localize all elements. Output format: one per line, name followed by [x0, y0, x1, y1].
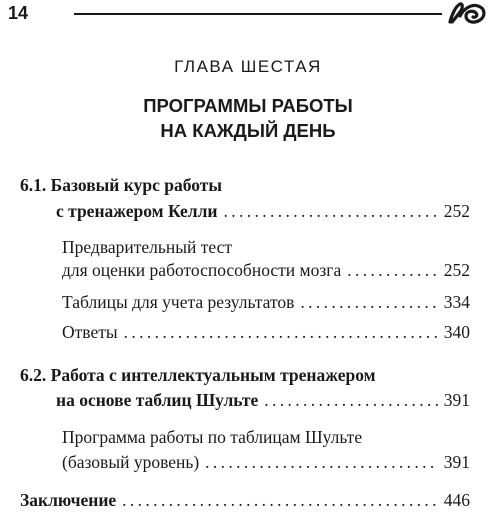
publisher-logo-icon [446, 0, 490, 26]
toc-leader-dots [264, 388, 438, 412]
toc-leader-dots [347, 258, 438, 282]
toc-leader-dots [300, 290, 437, 314]
toc-subentry-schulte-line-2 [62, 450, 470, 474]
toc-leader-dots [223, 199, 437, 223]
toc-subentry-answers-text: Ответы [62, 322, 118, 342]
toc-conclusion [20, 488, 470, 512]
toc-leader-dots [122, 488, 438, 512]
toc-section-6-1-line-1: 6.1. Базовый курс работы [20, 175, 223, 195]
header-rule [74, 13, 442, 15]
chapter-title-line-1: ПРОГРАММЫ РАБОТЫ [143, 95, 353, 116]
toc-section-6-2-line-2 [56, 388, 470, 412]
chapter-label: ГЛАВА ШЕСТАЯ [174, 57, 322, 76]
toc-subentry-answers [62, 320, 470, 344]
toc-subentry-test-text: для оценки работоспособности мозга [62, 260, 342, 280]
chapter-title-line-2: НА КАЖДЫЙ ДЕНЬ [160, 120, 336, 141]
toc-subentry-test-line-1: Предварительный тест [62, 237, 233, 257]
toc-subentry-tables [62, 290, 470, 314]
toc-section-6-2-line-1: 6.2. Работа с интеллектуальным тренажером [20, 365, 376, 385]
toc-subentry-test-line-2 [62, 258, 470, 282]
toc-section-6-1-line-2 [56, 199, 470, 223]
toc-section-6-2-page: 391 [443, 390, 470, 410]
toc-subentry-tables-page: 334 [443, 292, 470, 312]
toc-subentry-test-page: 252 [443, 260, 470, 280]
toc-section-6-1-page: 252 [443, 201, 470, 221]
toc-section-6-2-text: на основе таблиц Шульте [56, 390, 259, 410]
toc-conclusion-text: Заключение [20, 490, 117, 510]
toc-subentry-schulte-text: (базовый уровень) [62, 452, 200, 472]
toc-section-6-1-text: с тренажером Келли [56, 201, 218, 221]
page-number: 14 [8, 3, 29, 23]
toc-subentry-schulte-line-1: Программа работы по таблицам Шульте [62, 427, 363, 447]
toc-subentry-tables-text: Таблицы для учета результатов [62, 292, 295, 312]
toc-leader-dots [124, 320, 438, 344]
toc-conclusion-page: 446 [443, 490, 470, 510]
toc-subentry-answers-page: 340 [443, 322, 470, 342]
chapter-title [0, 93, 496, 143]
toc-leader-dots [205, 450, 438, 474]
toc-subentry-schulte-page: 391 [443, 452, 470, 472]
